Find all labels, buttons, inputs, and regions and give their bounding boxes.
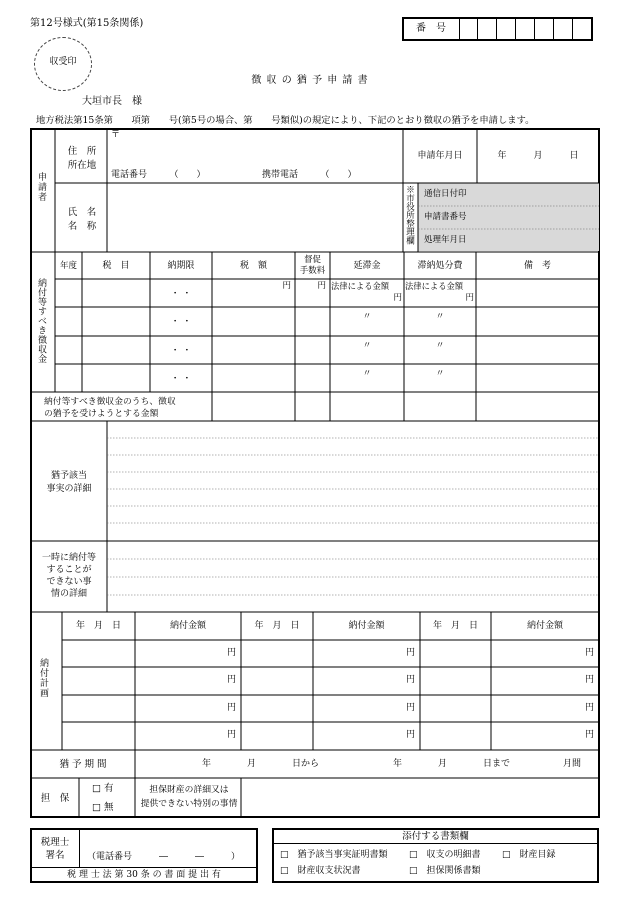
collateral-yes-checkbox[interactable]: □ 有 [92,783,114,794]
name-label: 氏 名 名 称 [67,207,97,233]
collateral-no-checkbox[interactable]: □ 無 [92,802,114,813]
collateral-detail-label: 担保財産の詳細又は 提供できない特別の事情 [140,785,238,809]
form-number: 第12号様式(第15条関係) [30,18,144,29]
late-fee-ditto: 〃 [362,369,372,379]
col-header-late-fee: 延滞金 [353,261,381,271]
period-from: 年 月 日から [202,759,320,769]
addressee: 大垣市長 様 [82,96,142,107]
address-label: 住 所 所在地 [67,146,97,171]
late-fee-legal: 法律による金額 [331,281,390,291]
plan-yen: 円 [226,648,236,658]
period-to: 年 月 日まで [393,759,511,769]
col-header-tax-item: 税 目 [102,261,130,271]
disposition-legal: 法律による金額 [405,281,464,291]
payable-section-label: 納付等すべき徴収金 [36,278,46,364]
dunning-fee-yen: 円 [317,281,326,291]
phone-label: 電話番号 （ ） [111,170,206,180]
plan-section-label: 納付計画 [38,658,48,698]
disposition-ditto: 〃 [435,312,445,322]
col-header-year: 年度 [59,261,77,271]
plan-yen: 円 [405,730,415,740]
tax-amount-yen: 円 [282,281,291,291]
plan-yen: 円 [584,675,594,685]
bango-label: 番 号 [416,23,446,34]
attach-collateral-checkbox[interactable]: □ 担保関係書類 [409,866,481,876]
plan-amount-header-2: 納付金額 [348,621,385,631]
disposition-ditto: 〃 [435,341,445,351]
due-date-dots: ・ ・ [170,317,192,327]
col-header-disposition-cost: 滞納処分費 [417,261,463,271]
page-title: 徴 収 の 猶 予 申 請 書 [251,75,369,86]
deferral-amount-label: 納付等すべき徴収金のうち、徴収 の猶予を受けようとする金額 [44,397,176,420]
period-months: 月間 [563,759,582,769]
col-header-tax-amount: 税 額 [239,261,267,271]
plan-amount-header-3: 納付金額 [526,621,563,631]
tax-accountant-note: 税 理 士 法 第 30 条 の 書 面 提 出 有 [67,870,221,880]
due-date-dots: ・ ・ [170,346,192,356]
col-header-remarks: 備 考 [523,261,551,271]
office-item-processed: 処理年月日 [424,235,467,245]
col-header-due-date: 納期限 [167,261,195,271]
due-date-dots: ・ ・ [170,289,192,299]
plan-date-header-1: 年 月 日 [75,621,121,631]
plan-yen: 円 [405,703,415,713]
attach-inventory-checkbox[interactable]: □ 財産目録 [502,850,556,860]
late-fee-yen: 円 [393,293,402,303]
facts-label: 猶予該当 事実の詳細 [46,471,92,495]
inability-label: 一時に納付等 することが できない事 情の詳細 [41,553,96,600]
office-item-received: 通信日付印 [424,189,467,199]
office-use-label: ※市役所整理欄 [404,185,415,245]
plan-yen: 円 [405,648,415,658]
intro-text: 地方税法第15条第 項第 号(第5号の場合、第 号類似)の規定により、下記のとおり徴収の猶予を申請します。 [36,115,535,126]
office-item-number: 申請書番号 [424,212,467,222]
attachments-title: 添付する書類欄 [402,831,469,842]
plan-yen: 円 [405,675,415,685]
attach-status-checkbox[interactable]: □ 財産収支状況書 [280,866,361,876]
plan-date-header-3: 年 月 日 [432,621,478,631]
stamp-label: 収受印 [49,57,77,67]
col-header-dunning-fee: 督促 手数料 [299,255,326,276]
plan-yen: 円 [226,703,236,713]
application-date-label: 申請年月日 [417,151,463,161]
plan-date-header-2: 年 月 日 [254,621,300,631]
tax-accountant-phone: （電話番号 ― ― ） [87,852,241,862]
late-fee-ditto: 〃 [362,312,372,322]
tax-accountant-label: 税理士 署名 [40,837,70,861]
plan-yen: 円 [584,730,594,740]
disposition-ditto: 〃 [435,369,445,379]
due-date-dots: ・ ・ [170,374,192,384]
deferral-period-label: 猶 予 期 間 [59,759,107,770]
mobile-label: 携帯電話 （ ） [262,170,357,180]
applicant-section-label: 申請者 [36,172,46,202]
plan-yen: 円 [226,675,236,685]
plan-yen: 円 [584,703,594,713]
plan-yen: 円 [226,730,236,740]
attach-income-checkbox[interactable]: □ 収支の明細書 [409,850,481,860]
postal-mark: 〒 [111,130,121,140]
collateral-label: 担 保 [40,793,70,804]
application-date-value: 年 月 日 [497,151,579,161]
plan-yen: 円 [584,648,594,658]
disposition-yen: 円 [465,293,474,303]
plan-amount-header-1: 納付金額 [169,621,206,631]
late-fee-ditto: 〃 [362,341,372,351]
attach-proof-checkbox[interactable]: □ 猶予該当事実証明書類 [280,850,388,860]
